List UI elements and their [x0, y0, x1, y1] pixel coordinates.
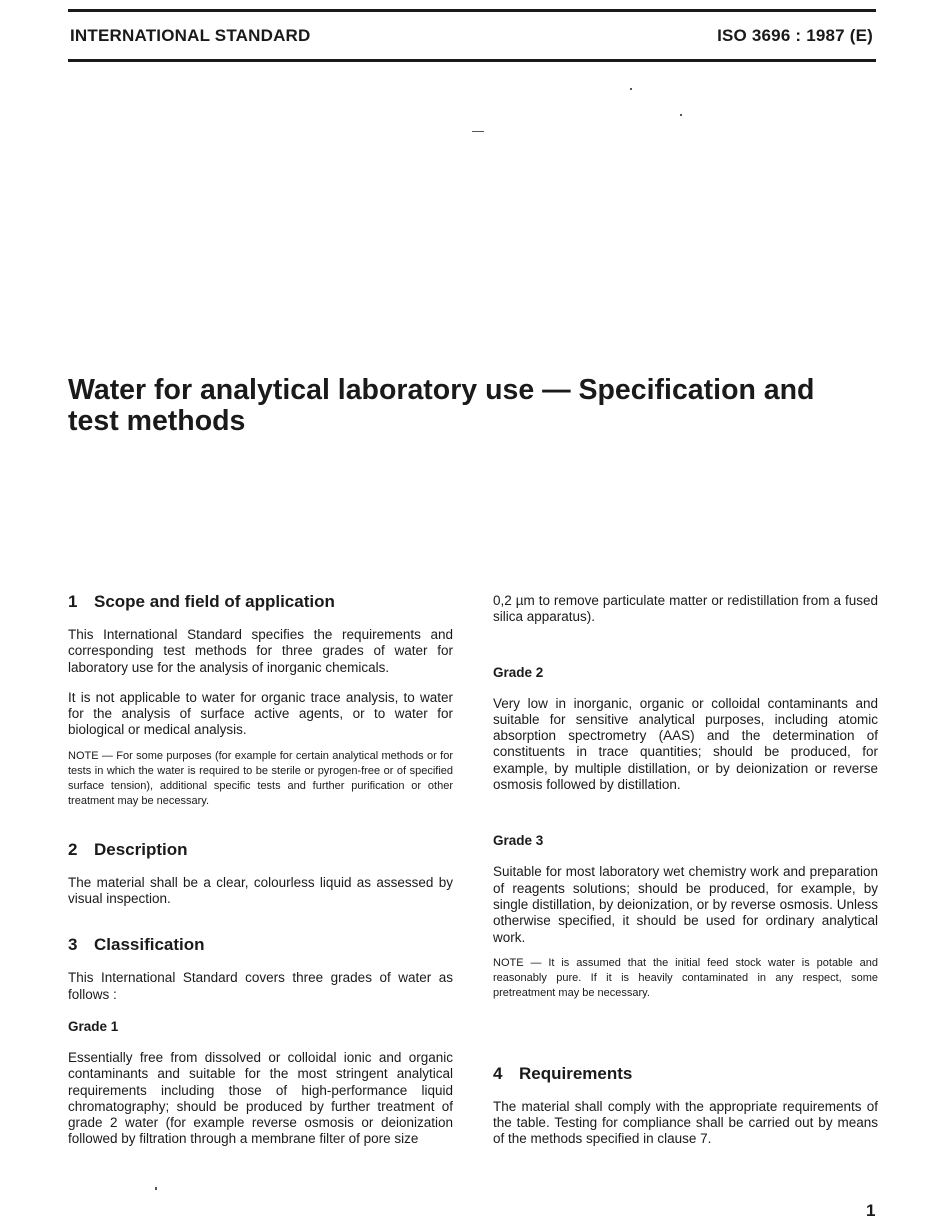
left-column: [68, 591, 453, 1148]
grade-2-text: Very low in inorganic, organic or colloidal contaminants and suitable for sensitive analytical purposes, including atomic absorption spectrometry (AAS) and the determination of constituents in trace quantities; should be produced, for example, by multiple distillation, or by deionization or reverse osmosis followed by distillation.: [493, 695, 878, 793]
classification-note: NOTE — It is assumed that the initial feed stock water is potable and reasonably pure. If it is heavily contaminated in any respect, some pretreatment may be necessary.: [493, 956, 878, 999]
scope-paragraph-2: It is not applicable to water for organic trace analysis, to water for the analysis of surface active agents, or to water for biological or medical analysis.: [68, 689, 453, 738]
grade-1-text-continued: 0,2 µm to remove particulate matter or redistillation from a fused silica apparatus).: [493, 593, 878, 625]
section-1-heading: 1 Scope and field of application: [68, 592, 335, 611]
document-type-label: INTERNATIONAL STANDARD: [70, 26, 311, 45]
page-number: 1: [866, 1201, 876, 1220]
grade-3-text: Suitable for most laboratory wet chemistry work and preparation of reagents solutions; should be produced, for example, by single distillation, by deionization, or by reverse osmosis. Unless otherwise specified, it should be used for ordinary analytical work.: [493, 864, 878, 945]
section-3-heading: 3 Classification: [68, 935, 205, 955]
grade-3-heading: Grade 3: [493, 833, 544, 849]
description-paragraph: The material shall be a clear, colourless liquid as assessed by visual inspection.: [68, 874, 453, 907]
requirements-paragraph: The material shall comply with the appropriate requirements of the table. Testing for compliance shall be carried out by means of the methods specified in clause 7.: [493, 1098, 878, 1147]
scan-artifact: [630, 88, 632, 90]
section-2-heading: 2 Description: [68, 839, 188, 859]
header-rule-top: [68, 9, 876, 12]
classification-paragraph: This International Standard covers three grades of water as follows :: [68, 970, 453, 1002]
scan-artifact: [680, 114, 682, 116]
header-rule-bottom: [68, 59, 876, 62]
scope-note: NOTE — For some purposes (for example for certain analytical methods or for tests in which the water is required to be sterile or pyrogen-free or of specified surface tension), additional specific tests and further purification or other treatment may be necessary.: [68, 749, 453, 807]
grade-2-heading: Grade 2: [493, 664, 544, 680]
grade-1-heading: Grade 1: [68, 1018, 119, 1034]
document-title: Water for analytical laboratory use — Specification and test methods: [68, 374, 815, 437]
scan-artifact: [155, 1187, 157, 1190]
right-column: [493, 593, 878, 1148]
scan-artifact: [472, 131, 484, 132]
standard-number: ISO 3696 : 1987 (E): [717, 26, 873, 45]
scope-paragraph-1: This International Standard specifies the requirements and corresponding test methods for three grades of water for laboratory use for the analysis of inorganic chemicals.: [68, 627, 453, 675]
grade-1-text: Essentially free from dissolved or colloidal ionic and organic contaminants and suitable for the most stringent analytical requirements including those of high-performance liquid chromatography; should be produced by further treatment of grade 2 water (for example reverse osmosis or deionization followed by filtration through a membrane filter of pore size: [68, 1049, 453, 1147]
section-4-heading: 4 Requirements: [493, 1063, 633, 1083]
